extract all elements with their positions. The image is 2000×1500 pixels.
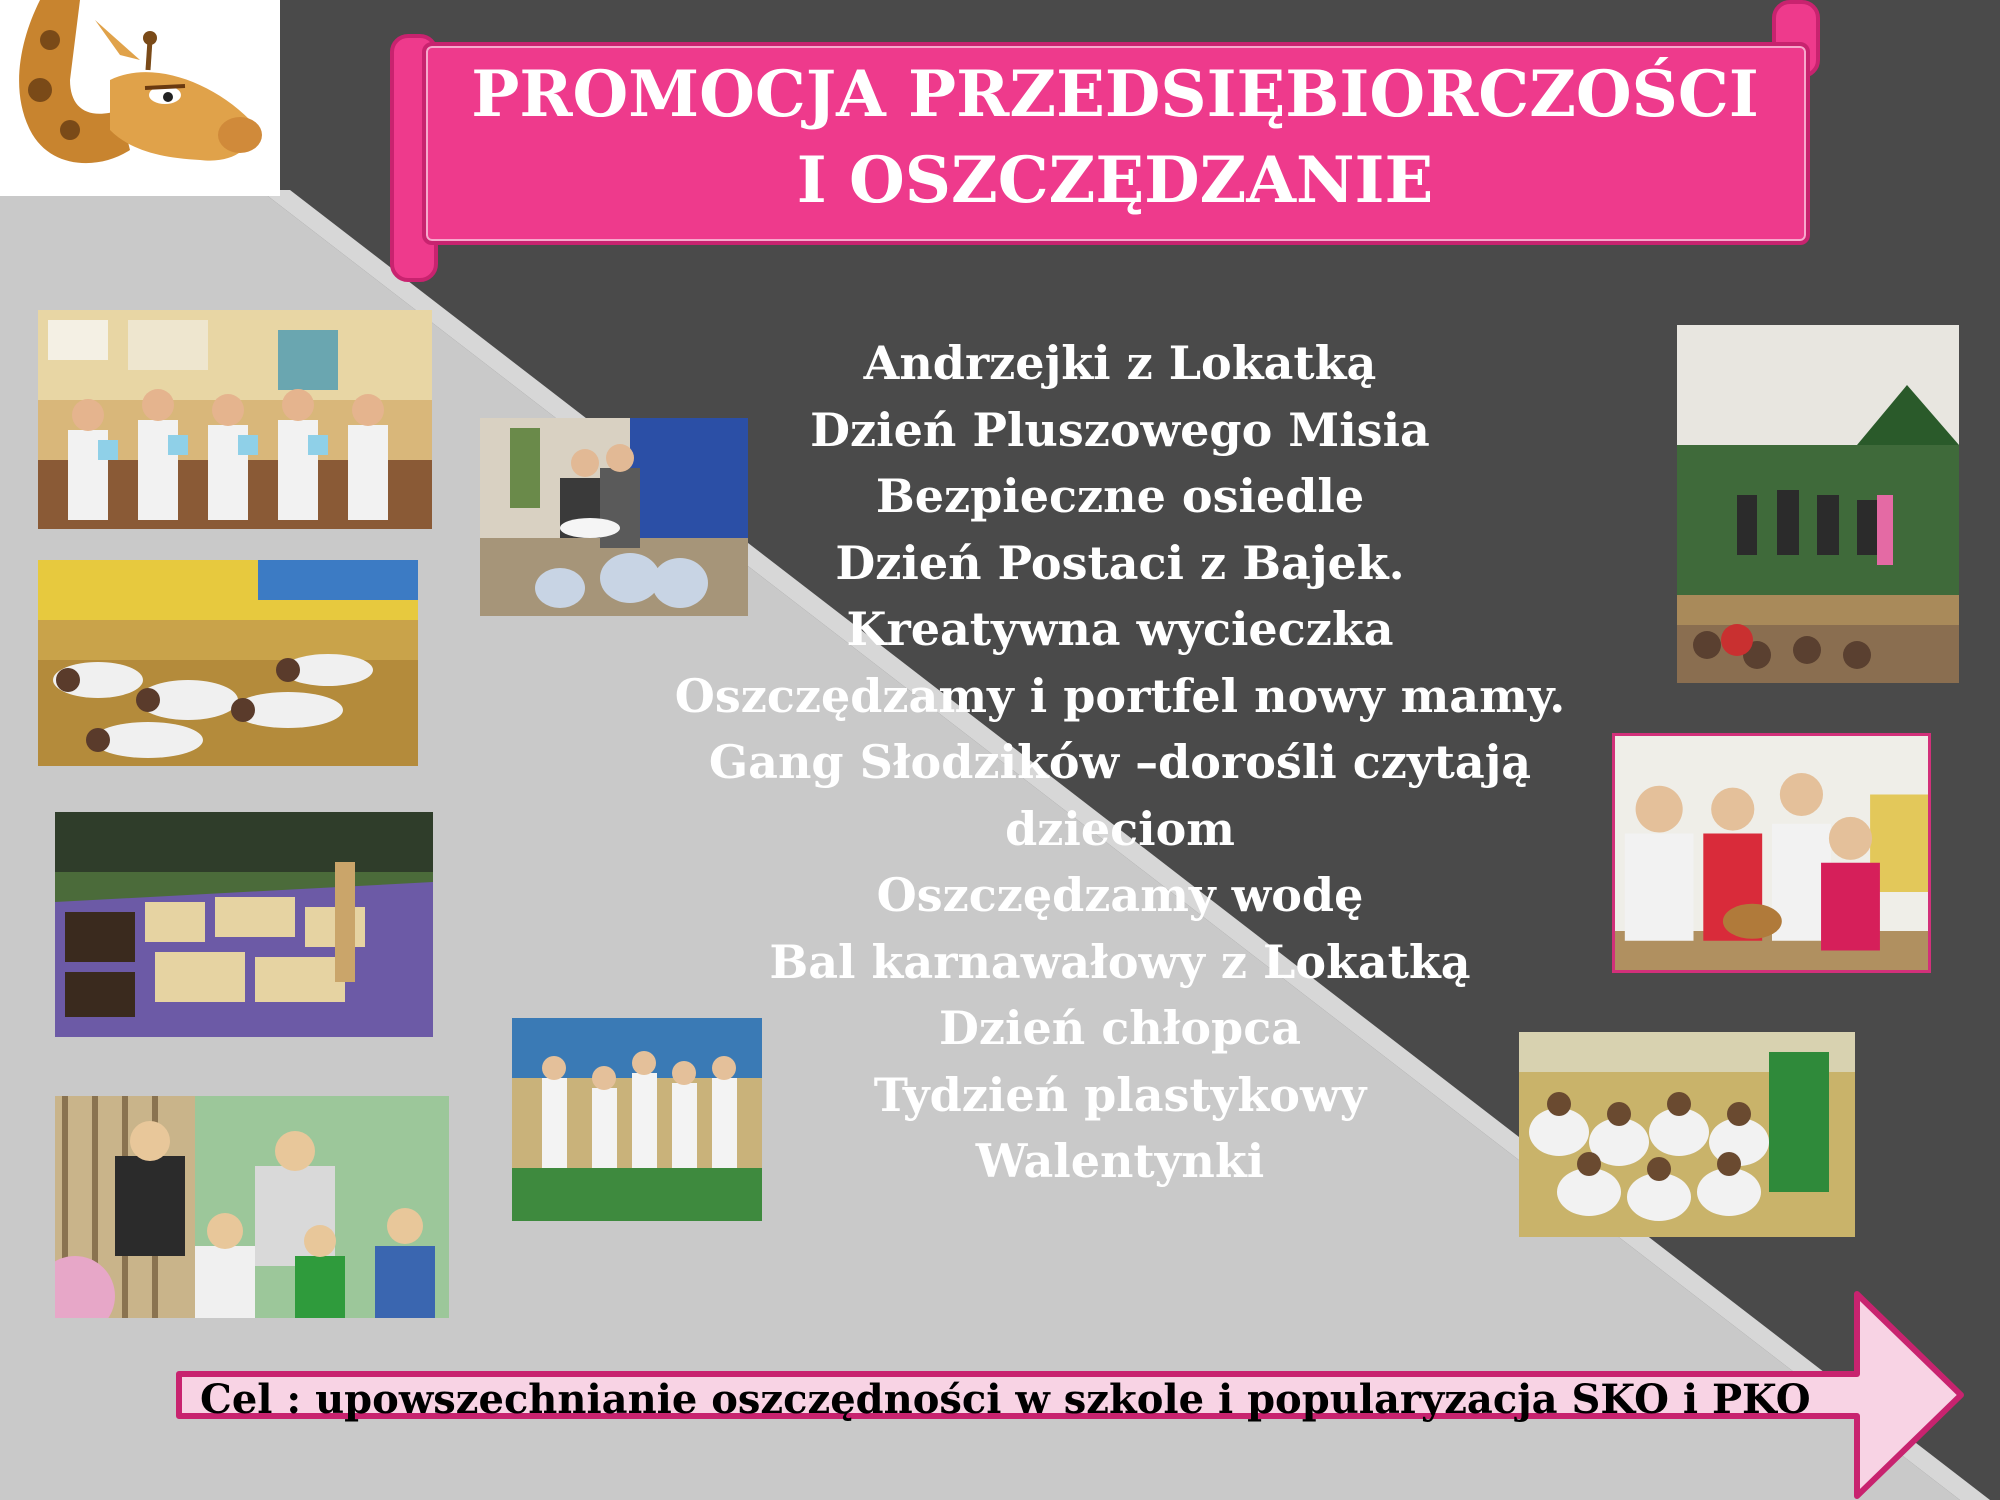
activity-item: Dzień Postaci z Bajek. — [835, 535, 1405, 590]
girls-in-costumes — [1612, 733, 1931, 973]
title-banner — [380, 30, 1820, 245]
activities-list — [640, 330, 1600, 1195]
activity-item: Dzień chłopca — [938, 1001, 1302, 1055]
teachers-and-boys-at-table — [55, 1096, 449, 1318]
title-line-2: I OSZCZĘDZANIE — [796, 143, 1434, 218]
activity-item: Oszczędzamy wodę — [876, 868, 1364, 922]
activity-item: Bal karnawałowy z Lokatką — [769, 934, 1471, 989]
activity-item: Dzień Pluszowego Misia — [810, 402, 1430, 457]
giraffe-logo — [0, 0, 280, 196]
children-playing-in-circle — [512, 1018, 762, 1221]
children-at-table-with-bags — [480, 418, 748, 616]
cake-sale-table — [55, 812, 433, 1037]
activity-item: Walentynki — [975, 1134, 1265, 1188]
children-lying-on-floor — [38, 560, 418, 766]
activity-item: Oszczędzamy i portfel nowy mamy. — [674, 668, 1566, 723]
activity-item: Bezpieczne osiedle — [875, 469, 1365, 523]
classroom-children-holding-cards — [38, 310, 432, 529]
activity-item: Andrzejki z Lokatką — [863, 336, 1377, 390]
stage-performance — [1677, 325, 1959, 683]
slide-title — [440, 52, 1790, 224]
activity-item: dzieciom — [1005, 801, 1235, 856]
activity-item: Kreatywna wycieczka — [846, 602, 1394, 656]
goal-text: Cel : upowszechnianie oszczędności w szkole i popularyzacja SKO i PKO — [200, 1376, 1811, 1423]
activity-item: Gang Słodzików –dorośli czytają — [708, 735, 1532, 789]
title-line-1: PROMOCJA PRZEDSIĘBIORCZOŚCI — [471, 57, 1759, 132]
activity-item: Tydzień plastykowy — [873, 1067, 1367, 1122]
children-sitting-on-floor — [1519, 1032, 1855, 1237]
